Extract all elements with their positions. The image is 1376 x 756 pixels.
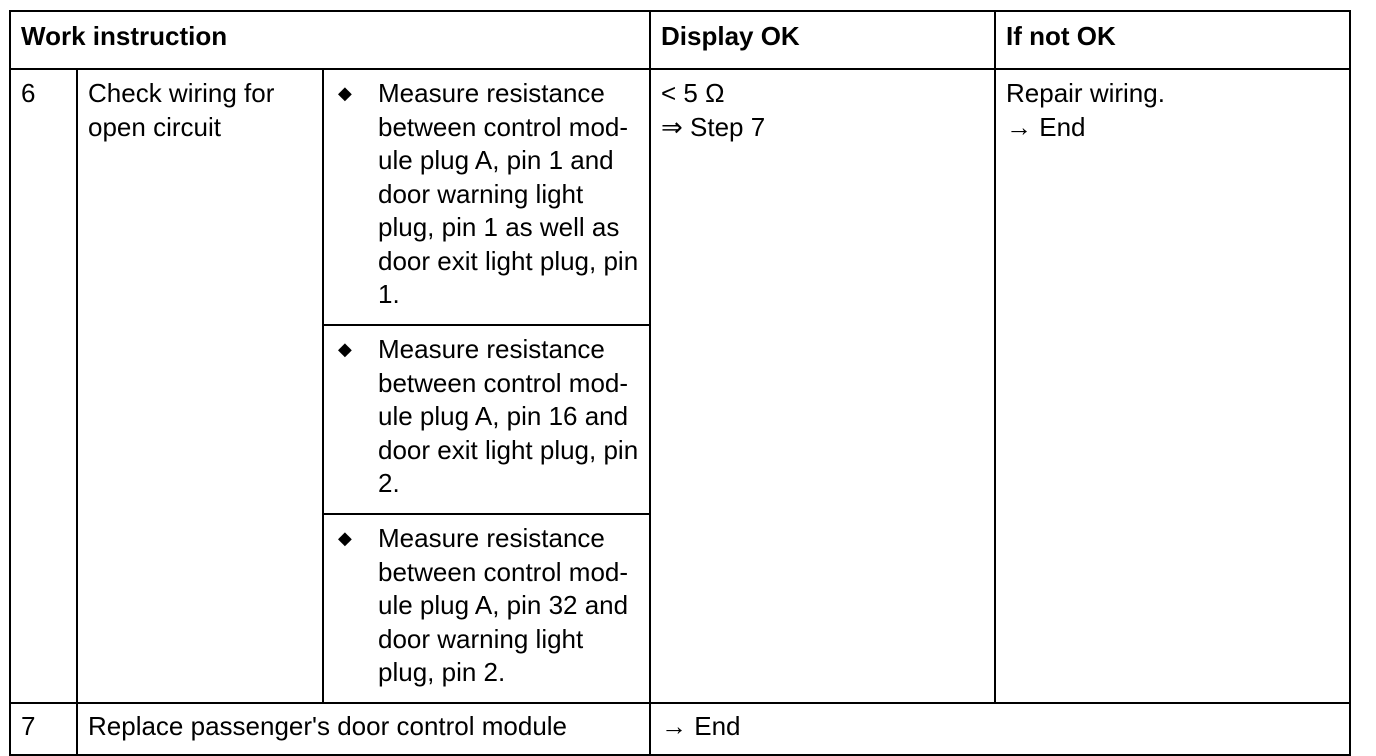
step-6-display-ok: < 5 Ω ⇒ Step 7 [650,69,995,703]
work-instruction-table [9,10,1351,756]
diamond-bullet-icon: ◆ [338,528,352,548]
diamond-bullet-icon: ◆ [338,339,352,359]
header-if-not-ok: If not OK [995,11,1350,69]
diamond-bullet-icon: ◆ [338,83,352,103]
measurement-item-1 [323,69,650,325]
measurement-text-1: Measure resistance between control mod- ule plug A, pin 1 and door warning light plug, pin 1 as well as door exit light plug, pin 1. [378,78,639,309]
measurement-text-2: Measure resistance between control mod- ule plug A, pin 16 and door exit light plug, pin 2. [378,334,639,498]
step-7-task: Replace passenger's door control module [77,703,650,755]
header-work-instruction: Work instruction [10,11,650,69]
step-6-if-not-ok: Repair wiring. → End [995,69,1350,703]
step-6-task: Check wiring for open circuit [77,69,323,703]
measurement-item-3 [323,514,650,703]
step-number-7: 7 [10,703,77,755]
header-display-ok: Display OK [650,11,995,69]
measurement-text-3: Measure resistance between control mod- ule plug A, pin 32 and door warning light plug, pin 2. [378,523,629,687]
step-number-6: 6 [10,69,77,703]
step-7-display-ok: → End [650,703,1350,755]
table-row-step-7 [10,703,1350,755]
table-header-row [10,11,1350,69]
measurement-item-2 [323,325,650,514]
table-row-step-6 [10,69,1350,325]
